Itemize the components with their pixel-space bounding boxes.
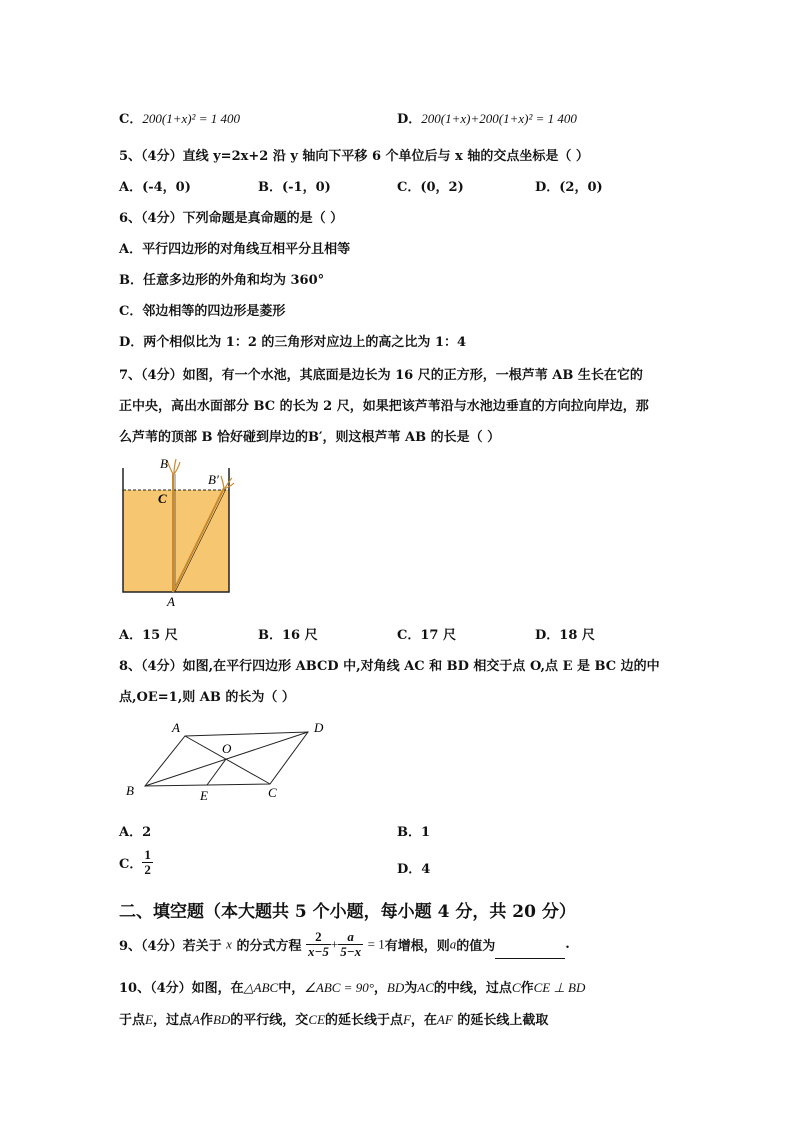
q7-stem-line-3: 么芦苇的顶部 B 恰好碰到岸边的B′，则这根芦苇 AB 的长是（ ）: [119, 430, 501, 445]
q8-label-c: C: [268, 785, 277, 800]
q8-label-b: B: [126, 783, 134, 798]
q9-end: .: [565, 937, 570, 952]
q10-l2-p7: CE: [308, 1012, 325, 1027]
q7-water: [123, 490, 229, 592]
q10-l2-p2: ，过点: [152, 1013, 192, 1028]
q10-l2-p9: F: [402, 1012, 411, 1027]
q10-line-1: [119, 977, 585, 996]
q7-option-d: D．18 尺: [535, 628, 595, 643]
q9-mid: 的分式方程: [236, 939, 302, 954]
q6-option-d: D．两个相似比为 1：2 的三角形对应边上的高之比为 1：4: [119, 335, 467, 350]
q10-l1-p2: 中，: [278, 981, 305, 996]
q9-fraction-2: [338, 930, 363, 959]
q5-option-a: A．(-4，0): [119, 180, 191, 195]
q10-l1-p10: 作: [520, 981, 534, 996]
q10-l1-p7: AC: [417, 980, 434, 995]
q10-l1-p6: 为: [404, 981, 418, 996]
q5-option-c: C．(0，2): [397, 180, 464, 195]
q6-option-c: C．邻边相等的四边形是菱形: [119, 304, 286, 319]
q7-label-c: C: [158, 491, 167, 506]
q4-option-c-label: C．: [119, 112, 143, 127]
q10-l2-p6: 的平行线，交: [230, 1013, 309, 1028]
q9-tail: 的值为: [456, 939, 496, 954]
q8-label-d: D: [314, 720, 324, 735]
q8-option-b: B．1: [397, 825, 431, 840]
q9-line: [119, 930, 570, 959]
q7-stem-line-2: 正中央，高出水面部分 BC 的长为 2 尺，如果把该芦苇沿与水池边垂直的方向拉向岸边，那: [119, 399, 649, 414]
q8-option-c-numerator: 1: [144, 847, 151, 862]
q8-option-c-label: C．: [119, 857, 143, 872]
q7-reed-tuft-b: [167, 459, 180, 474]
q10-l1-p0: 10、（4分）如图，在: [119, 981, 244, 996]
q9-fraction-2-den: 5−x: [340, 944, 362, 959]
q6-option-a: A．平行四边形的对角线互相平分且相等: [119, 242, 351, 257]
q8-option-c: [119, 848, 153, 877]
q10-l2-p0: 于点: [119, 1013, 146, 1028]
q10-l1-p4: ，: [373, 981, 387, 996]
section2-heading: 二、填空题（本大题共 5 个小题，每小题 4 分，共 20 分）: [119, 902, 576, 922]
q7-label-bprime: B′: [208, 472, 219, 487]
q7-label-a: A: [167, 594, 175, 609]
q10-l2-p12: 的延长线上截取: [452, 1013, 549, 1028]
q10-l2-p11: AF: [436, 1012, 453, 1027]
q4-option-c-expr: 200(1+x)² = 1 400: [142, 111, 240, 126]
q7-option-a: A．15 尺: [119, 628, 178, 643]
q10-l2-p10: ，在: [410, 1013, 437, 1028]
q10-l1-p1: △ABC: [243, 980, 279, 995]
q10-l1-p9: C: [511, 980, 521, 995]
q9-var-x: x: [226, 936, 232, 952]
q4-option-d-label: D．: [397, 112, 422, 127]
q7-stem-line-1: 7、（4分）如图，有一个水池，其底面是边长为 16 尺的正方形，一根芦苇 AB 生长在它的: [119, 368, 643, 383]
q10-l2-p4: 作: [199, 1013, 213, 1028]
q8-stem-line-2: 点,OE=1,则 AB 的长为（ ）: [119, 690, 295, 705]
q8-option-d: D．4: [397, 862, 431, 877]
q10-l2-p8: 的延长线于点: [324, 1013, 403, 1028]
q5-option-d: D．(2，0): [535, 180, 603, 195]
q9-plus: +: [330, 936, 339, 952]
q9-answer-blank: [495, 944, 565, 959]
q9-prefix: 9、（4分）若关于: [119, 939, 222, 954]
q7-option-b: B．16 尺: [258, 628, 318, 643]
q7-reed-tuft-bprime: [221, 476, 234, 489]
q7-pool-figure: [110, 452, 250, 612]
q8-option-c-denominator: 2: [144, 862, 151, 877]
q4-option-d: [397, 108, 577, 127]
q9-var-a: a: [449, 936, 457, 952]
q8-stem-line-1: 8、（4分）如图,在平行四边形 ABCD 中,对角线 AC 和 BD 相交于点 O,点 E 是 BC 边的中: [119, 659, 660, 674]
q6-option-b: B．任意多边形的外角和均为 360°: [119, 273, 325, 288]
q4-option-c: [119, 108, 240, 127]
q10-l2-p5: BD: [212, 1012, 231, 1027]
q10-line-2: [119, 1009, 548, 1028]
q6-stem: 6、（4分）下列命题是真命题的是（ ）: [119, 211, 344, 226]
q7-label-b: B: [160, 456, 168, 471]
q10-l1-p3: ∠ABC = 90°: [304, 980, 374, 995]
q9-fraction-1-num: 2: [306, 930, 331, 945]
q8-label-o: O: [222, 741, 232, 756]
q10-l1-p8: 的中线，过点: [433, 981, 512, 996]
q5-stem: 5、（4分）直线 y=2x+2 沿 y 轴向下平移 6 个单位后与 x 轴的交点坐标是（ ）: [119, 149, 589, 164]
q8-label-e: E: [200, 788, 208, 803]
q9-eq: = 1: [367, 936, 385, 952]
q10-l1-p5: BD: [386, 980, 405, 995]
q7-option-c: C．17 尺: [397, 628, 456, 643]
q9-after: 有增根，则: [384, 939, 450, 954]
q10-l2-p1: E: [145, 1012, 153, 1027]
q8-segment-oe: [207, 759, 226, 785]
q9-fraction-2-num: a: [338, 930, 363, 945]
q5-option-b: B．(-1，0): [258, 180, 331, 195]
q9-fraction-1-den: x−5: [307, 944, 329, 959]
q4-option-d-expr: 200(1+x)+200(1+x)² = 1 400: [421, 111, 577, 126]
q8-option-a: A．2: [119, 825, 152, 840]
q8-label-a: A: [172, 720, 180, 735]
q10-l2-p3: A: [191, 1012, 200, 1027]
q8-parallelogram-figure: [120, 714, 340, 806]
q10-l1-p11: CE ⊥ BD: [533, 980, 586, 995]
q9-fraction-1: [306, 930, 331, 959]
q8-option-c-fraction: [142, 848, 153, 877]
